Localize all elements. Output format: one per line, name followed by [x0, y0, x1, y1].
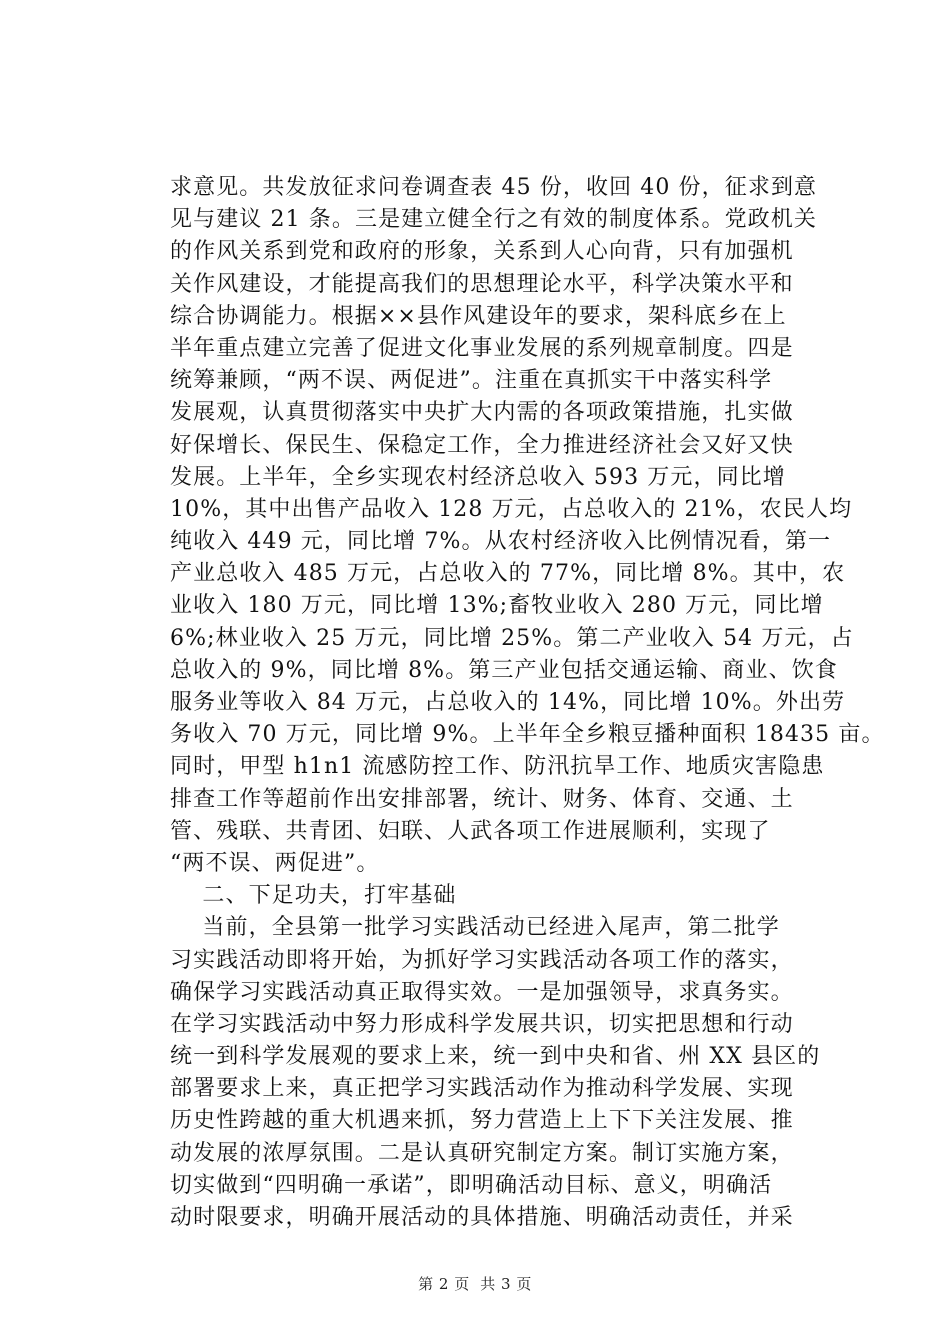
text-line: 发展观，认真贯彻落实中央扩大内需的各项政策措施，扎实做 [170, 400, 794, 426]
text-line: 10%，其中出售产品收入 128 万元，占总收入的 21%，农民人均 [170, 496, 853, 522]
text-line: 当前，全县第一批学习实践活动已经进入尾声，第二批学 [170, 915, 780, 941]
text-line: 在学习实践活动中努力形成科学发展共识，切实把思想和行动 [170, 1011, 794, 1037]
text-line: 纯收入 449 元，同比增 7%。从农村经济收入比例情况看，第一 [170, 529, 832, 555]
text-line: 产业总收入 485 万元，占总收入的 77%，同比增 8%。其中，农 [170, 561, 846, 587]
text-line: “两不误、两促进”。 [170, 850, 380, 876]
text-line: 管、残联、共青团、妇联、人武各项工作进展顺利，实现了 [170, 818, 771, 844]
text-line: 的作风关系到党和政府的形象，关系到人心向背，只有加强机 [170, 239, 794, 265]
text-line: 统筹兼顾，“两不误、两促进”。注重在真抓实干中落实科学 [170, 368, 773, 394]
text-line: 发展。上半年，全乡实现农村经济总收入 593 万元，同比增 [170, 464, 786, 490]
text-line: 总收入的 9%，同比增 8%。第三产业包括交通运输、商业、饮食 [170, 657, 838, 683]
text-line: 求意见。共发放征求问卷调查表 45 份，收回 40 份，征求到意 [170, 175, 818, 200]
text-line: 同时，甲型 h1n1 流感防控工作、防汛抗旱工作、地质灾害隐患 [170, 754, 825, 780]
text-line: 服务业等收入 84 万元，占总收入的 14%，同比增 10%。外出劳 [170, 690, 846, 715]
text-line: 排查工作等超前作出安排部署，统计、财务、体育、交通、土 [170, 786, 794, 812]
text-line: 见与建议 21 条。三是建立健全行之有效的制度体系。党政机关 [170, 207, 817, 233]
text-line: 动发展的浓厚氛围。二是认真研究制定方案。制订实施方案， [170, 1140, 794, 1166]
text-line: 综合协调能力。根据××县作风建设年的要求，架科底乡在上 [170, 303, 787, 329]
text-line: 好保增长、保民生、保稳定工作，全力推进经济社会又好又快 [170, 432, 794, 458]
text-line: 确保学习实践活动真正取得实效。一是加强领导，求真务实。 [170, 979, 794, 1005]
body-text [170, 172, 890, 1234]
text-line: 务收入 70 万元，同比增 9%。上半年全乡粮豆播种面积 18435 亩。 [170, 722, 885, 748]
text-line: 动时限要求，明确开展活动的具体措施、明确活动责任，并采 [170, 1205, 794, 1230]
text-line: 关作风建设，才能提高我们的思想理论水平，科学决策水平和 [170, 271, 794, 297]
text-line: 部署要求上来，真正把学习实践活动作为推动科学发展、实现 [170, 1076, 794, 1102]
text-line: 半年重点建立完善了促进文化事业发展的系列规章制度。四是 [170, 335, 794, 361]
page-number-footer: 第 2 页 共 3 页 [418, 1275, 532, 1293]
text-line: 6%;林业收入 25 万元，同比增 25%。第二产业收入 54 万元，占 [170, 625, 854, 651]
text-line: 切实做到“四明确一承诺”，即明确活动目标、意义，明确活 [170, 1172, 773, 1198]
text-line: 统一到科学发展观的要求上来，统一到中央和省、州 XX 县区的 [170, 1044, 821, 1070]
text-line: 习实践活动即将开始，为抓好学习实践活动各项工作的落实， [170, 947, 794, 973]
text-line: 历史性跨越的重大机遇来抓，努力营造上上下下关注发展、推 [170, 1108, 794, 1134]
section-heading: 二、下足功夫，打牢基础 [170, 883, 457, 909]
text-line: 业收入 180 万元，同比增 13%;畜牧业收入 280 万元，同比增 [170, 593, 824, 619]
